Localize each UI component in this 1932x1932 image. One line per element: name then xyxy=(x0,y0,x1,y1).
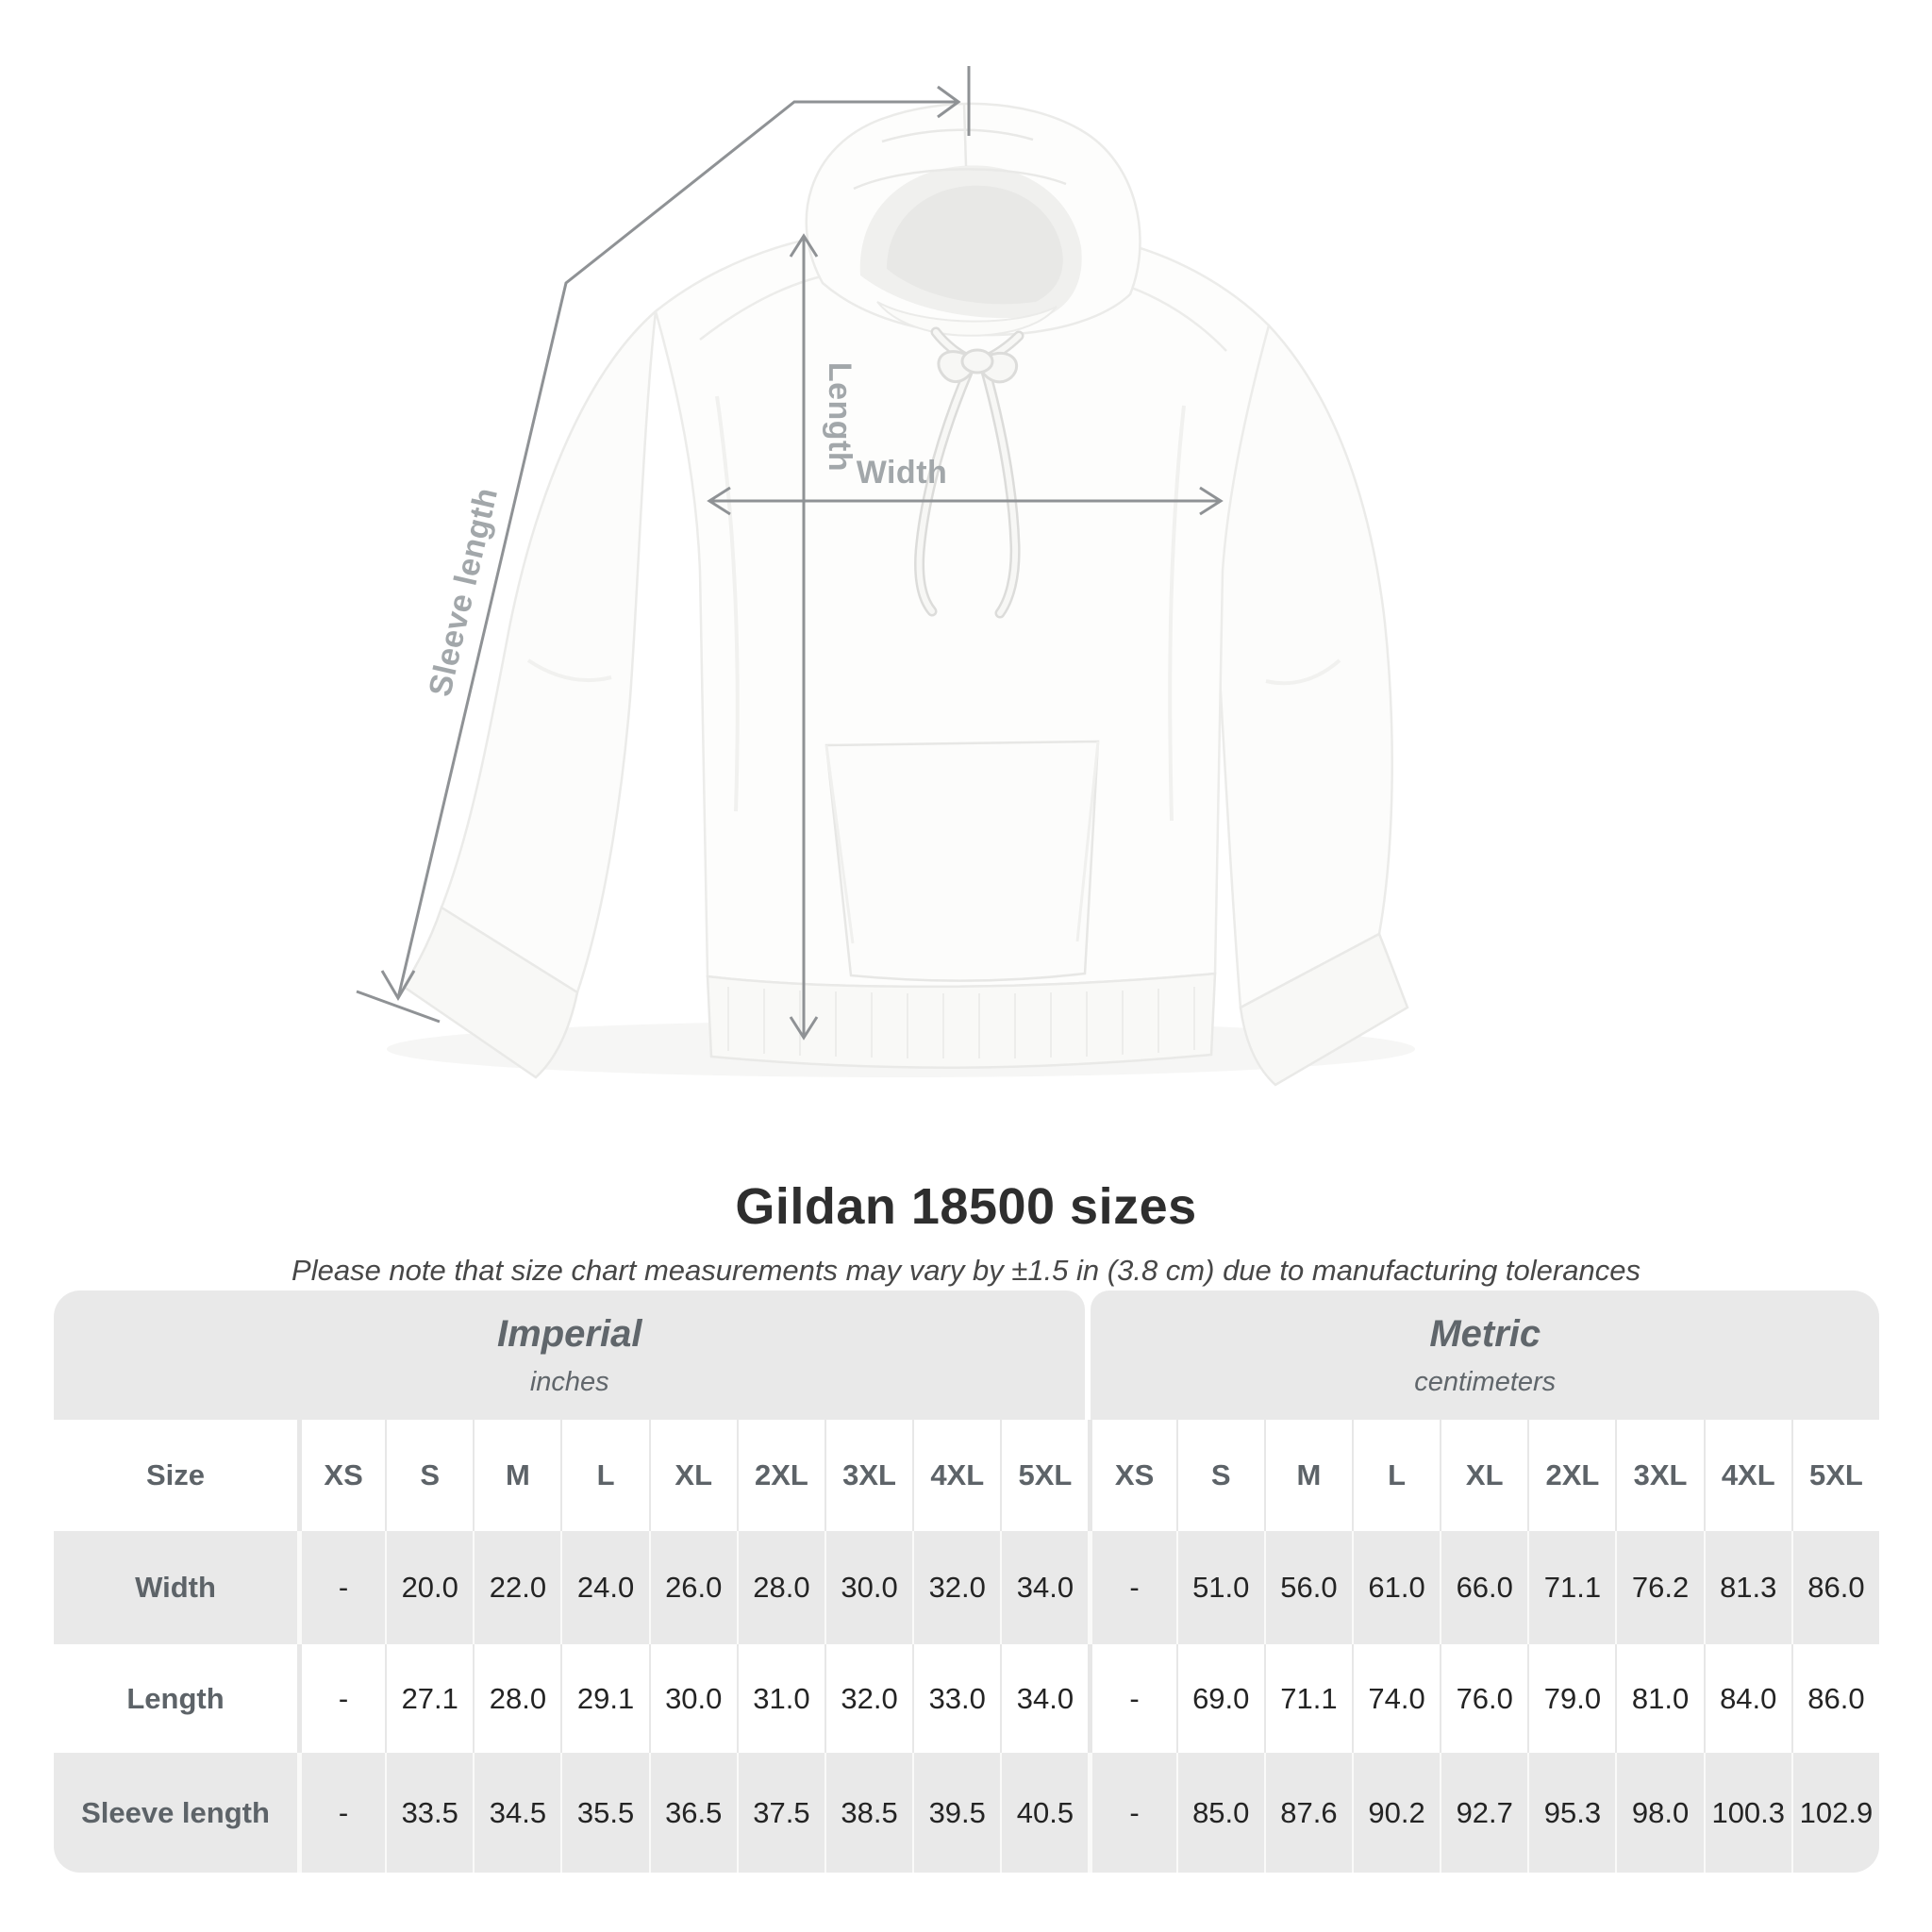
cell-sleeve-imperial-5xl: 40.5 xyxy=(1000,1753,1088,1873)
cell-sleeve-metric-l: 90.2 xyxy=(1352,1753,1440,1873)
cell-sleeve-imperial-m: 34.5 xyxy=(473,1753,560,1873)
cell-width-metric-xl: 66.0 xyxy=(1440,1531,1527,1644)
cell-width-imperial-4xl: 32.0 xyxy=(912,1531,1000,1644)
cell-width-metric-4xl: 81.3 xyxy=(1704,1531,1791,1644)
metric-group-header xyxy=(1091,1291,1879,1420)
length-label: Length xyxy=(822,361,858,473)
cell-width-metric-xs: - xyxy=(1088,1531,1175,1644)
cell-width-imperial-l: 24.0 xyxy=(560,1531,648,1644)
col-header-metric-m: M xyxy=(1264,1420,1352,1531)
cell-length-metric-xs: - xyxy=(1088,1644,1175,1753)
col-header-imperial-2xl: 2XL xyxy=(737,1420,824,1531)
size-table xyxy=(54,1291,1879,1873)
col-header-metric-4xl: 4XL xyxy=(1704,1420,1791,1531)
cell-sleeve-metric-xl: 92.7 xyxy=(1440,1753,1527,1873)
col-header-metric-s: S xyxy=(1176,1420,1264,1531)
cell-width-metric-m: 56.0 xyxy=(1264,1531,1352,1644)
col-header-imperial-4xl: 4XL xyxy=(912,1420,1000,1531)
imperial-label: Imperial xyxy=(497,1312,642,1355)
cell-sleeve-metric-s: 85.0 xyxy=(1176,1753,1264,1873)
cell-width-metric-s: 51.0 xyxy=(1176,1531,1264,1644)
col-header-imperial-3xl: 3XL xyxy=(824,1420,912,1531)
cell-length-imperial-2xl: 31.0 xyxy=(737,1644,824,1753)
cell-sleeve-metric-2xl: 95.3 xyxy=(1527,1753,1615,1873)
cell-sleeve-imperial-4xl: 39.5 xyxy=(912,1753,1000,1873)
col-header-metric-xs: XS xyxy=(1088,1420,1175,1531)
cell-length-imperial-xs: - xyxy=(297,1644,385,1753)
cell-length-metric-s: 69.0 xyxy=(1176,1644,1264,1753)
drawstring-knot xyxy=(962,350,992,373)
cell-length-metric-m: 71.1 xyxy=(1264,1644,1352,1753)
cell-length-imperial-s: 27.1 xyxy=(385,1644,473,1753)
cell-length-imperial-4xl: 33.0 xyxy=(912,1644,1000,1753)
cell-sleeve-imperial-s: 33.5 xyxy=(385,1753,473,1873)
row-label-width: Width xyxy=(54,1531,297,1644)
tolerance-note: Please note that size chart measurements may vary by ±1.5 in (3.8 cm) due to manufacturing tolerances xyxy=(291,1254,1641,1287)
col-header-imperial-s: S xyxy=(385,1420,473,1531)
col-header-imperial-5xl: 5XL xyxy=(1000,1420,1088,1531)
col-header-imperial-xl: XL xyxy=(649,1420,737,1531)
row-label-sleeve-length: Sleeve length xyxy=(54,1753,297,1873)
cell-sleeve-imperial-xs: - xyxy=(297,1753,385,1873)
cell-width-imperial-m: 22.0 xyxy=(473,1531,560,1644)
col-header-metric-2xl: 2XL xyxy=(1527,1420,1615,1531)
imperial-unit: inches xyxy=(529,1366,609,1397)
cell-length-metric-l: 74.0 xyxy=(1352,1644,1440,1753)
cell-width-imperial-xl: 26.0 xyxy=(649,1531,737,1644)
metric-unit: centimeters xyxy=(1414,1366,1557,1397)
col-header-metric-xl: XL xyxy=(1440,1420,1527,1531)
cell-length-imperial-xl: 30.0 xyxy=(649,1644,737,1753)
cell-width-metric-5xl: 86.0 xyxy=(1791,1531,1879,1644)
col-header-metric-l: L xyxy=(1352,1420,1440,1531)
cell-sleeve-metric-5xl: 102.9 xyxy=(1791,1753,1879,1873)
cell-sleeve-metric-m: 87.6 xyxy=(1264,1753,1352,1873)
cell-sleeve-imperial-xl: 36.5 xyxy=(649,1753,737,1873)
cell-length-metric-2xl: 79.0 xyxy=(1527,1644,1615,1753)
hoodie-hem-band xyxy=(708,974,1215,1068)
metric-label: Metric xyxy=(1429,1312,1541,1355)
cell-length-imperial-m: 28.0 xyxy=(473,1644,560,1753)
cell-width-metric-l: 61.0 xyxy=(1352,1531,1440,1644)
col-header-size: Size xyxy=(54,1420,297,1531)
col-header-imperial-xs: XS xyxy=(297,1420,385,1531)
page-title: Gildan 18500 sizes xyxy=(735,1178,1197,1236)
cell-sleeve-metric-4xl: 100.3 xyxy=(1704,1753,1791,1873)
width-label: Width xyxy=(856,455,948,491)
cell-sleeve-imperial-l: 35.5 xyxy=(560,1753,648,1873)
cell-length-metric-5xl: 86.0 xyxy=(1791,1644,1879,1753)
cell-length-imperial-5xl: 34.0 xyxy=(1000,1644,1088,1753)
cell-width-imperial-3xl: 30.0 xyxy=(824,1531,912,1644)
imperial-group-header xyxy=(54,1291,1085,1420)
cell-length-metric-4xl: 84.0 xyxy=(1704,1644,1791,1753)
hoodie-left-sleeve xyxy=(441,311,656,992)
col-header-imperial-l: L xyxy=(560,1420,648,1531)
sleeve-length-label: Sleeve length xyxy=(422,484,506,700)
cell-width-imperial-2xl: 28.0 xyxy=(737,1531,824,1644)
cell-width-metric-2xl: 71.1 xyxy=(1527,1531,1615,1644)
cell-length-metric-xl: 76.0 xyxy=(1440,1644,1527,1753)
row-label-length: Length xyxy=(54,1644,297,1753)
cell-width-imperial-5xl: 34.0 xyxy=(1000,1531,1088,1644)
cell-sleeve-imperial-3xl: 38.5 xyxy=(824,1753,912,1873)
col-header-metric-3xl: 3XL xyxy=(1615,1420,1703,1531)
col-header-metric-5xl: 5XL xyxy=(1791,1420,1879,1531)
col-header-imperial-m: M xyxy=(473,1420,560,1531)
kangaroo-pocket xyxy=(826,741,1098,981)
cell-length-imperial-l: 29.1 xyxy=(560,1644,648,1753)
cell-width-metric-3xl: 76.2 xyxy=(1615,1531,1703,1644)
cell-length-imperial-3xl: 32.0 xyxy=(824,1644,912,1753)
cell-width-imperial-s: 20.0 xyxy=(385,1531,473,1644)
cell-width-imperial-xs: - xyxy=(297,1531,385,1644)
cell-sleeve-metric-xs: - xyxy=(1088,1753,1175,1873)
cell-length-metric-3xl: 81.0 xyxy=(1615,1644,1703,1753)
cell-sleeve-metric-3xl: 98.0 xyxy=(1615,1753,1703,1873)
cell-sleeve-imperial-2xl: 37.5 xyxy=(737,1753,824,1873)
